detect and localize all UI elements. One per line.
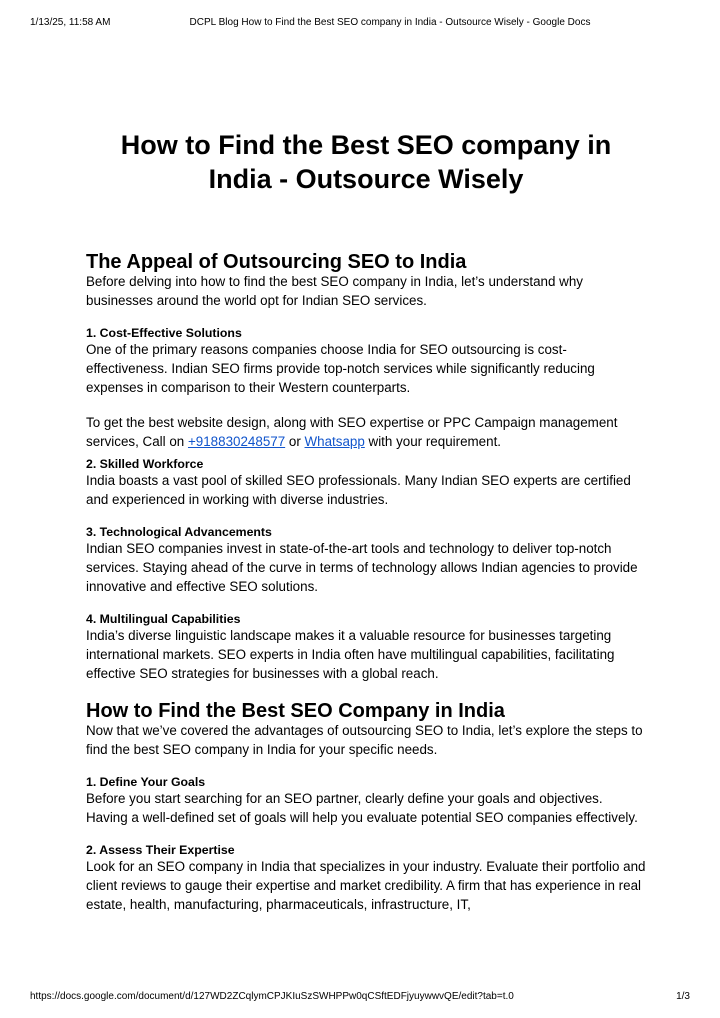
paragraph: India boasts a vast pool of skilled SEO professionals. Many Indian SEO experts are certified and experienced in working with diverse industries.	[86, 473, 631, 507]
subsection-heading: 1. Define Your Goals	[86, 775, 206, 789]
subsection-heading: 1. Cost-Effective Solutions	[86, 326, 242, 340]
document-title: How to Find the Best SEO company in India - Outsource Wisely	[120, 130, 612, 194]
paragraph: India’s diverse linguistic landscape makes it a valuable resource for businesses targeting international markets. SEO experts in India often have multilingual capabilities, facilitating effective SEO strategies for businesses with a global reach.	[86, 628, 615, 681]
phone-link[interactable]: +918830248577	[187, 434, 286, 449]
print-header	[30, 16, 690, 30]
cta-text-middle: or	[285, 434, 305, 449]
cta-text-before: To get the best website design, along with SEO expertise or PPC Campaign management services, Call on	[86, 415, 618, 449]
subsection-heading: 2. Skilled Workforce	[86, 457, 204, 471]
page-number: 1/3	[676, 991, 690, 1002]
whatsapp-link[interactable]: Whatsapp	[304, 434, 365, 449]
print-footer	[30, 990, 690, 1004]
cta-paragraph	[86, 413, 646, 451]
section-intro: Before delving into how to find the best SEO company in India, let’s understand why businesses around the world opt for Indian SEO services.	[86, 274, 583, 308]
document-body	[86, 128, 646, 914]
paragraph: Before you start searching for an SEO partner, clearly define your goals and objectives. Having a well-defined set of goals will help you evaluate potential SEO companies effectively.	[86, 791, 638, 825]
section-intro: Now that we’ve covered the advantages of outsourcing SEO to India, let’s explore the steps to find the best SEO company in India for your specific needs.	[86, 723, 643, 757]
paragraph: One of the primary reasons companies choose India for SEO outsourcing is cost-effectiveness. Indian SEO firms provide top-notch services while significantly reducing expenses in comparison to their Western counterparts.	[86, 342, 595, 395]
subsection-heading: 2. Assess Their Expertise	[86, 843, 235, 857]
subsection-heading: 4. Multilingual Capabilities	[86, 612, 241, 626]
section-heading: The Appeal of Outsourcing SEO to India	[86, 251, 467, 273]
section-heading: How to Find the Best SEO Company in India	[86, 700, 505, 722]
print-datetime: 1/13/25, 11:58 AM	[30, 17, 111, 28]
subsection-heading: 3. Technological Advancements	[86, 525, 272, 539]
print-doc-title: DCPL Blog How to Find the Best SEO company in India - Outsource Wisely - Google Docs	[189, 17, 591, 28]
paragraph: Indian SEO companies invest in state-of-the-art tools and technology to deliver top-notch services. Staying ahead of the curve in terms of technology allows Indian agencies to provide innovative and effective SEO solutions.	[86, 541, 638, 594]
paragraph: Look for an SEO company in India that specializes in your industry. Evaluate their portfolio and client reviews to gauge their expertise and market credibility. A firm that has experience in real estate, health, manufacturing, pharmaceuticals, infrastructure, IT,	[86, 859, 646, 912]
print-url: https://docs.google.com/document/d/127WD2ZCqlymCPJKIuSzSWHPPw0qCSftEDFjyuywwvQE/edit?tab=t.0	[30, 991, 514, 1002]
cta-text-after: with your requirement.	[364, 434, 502, 449]
